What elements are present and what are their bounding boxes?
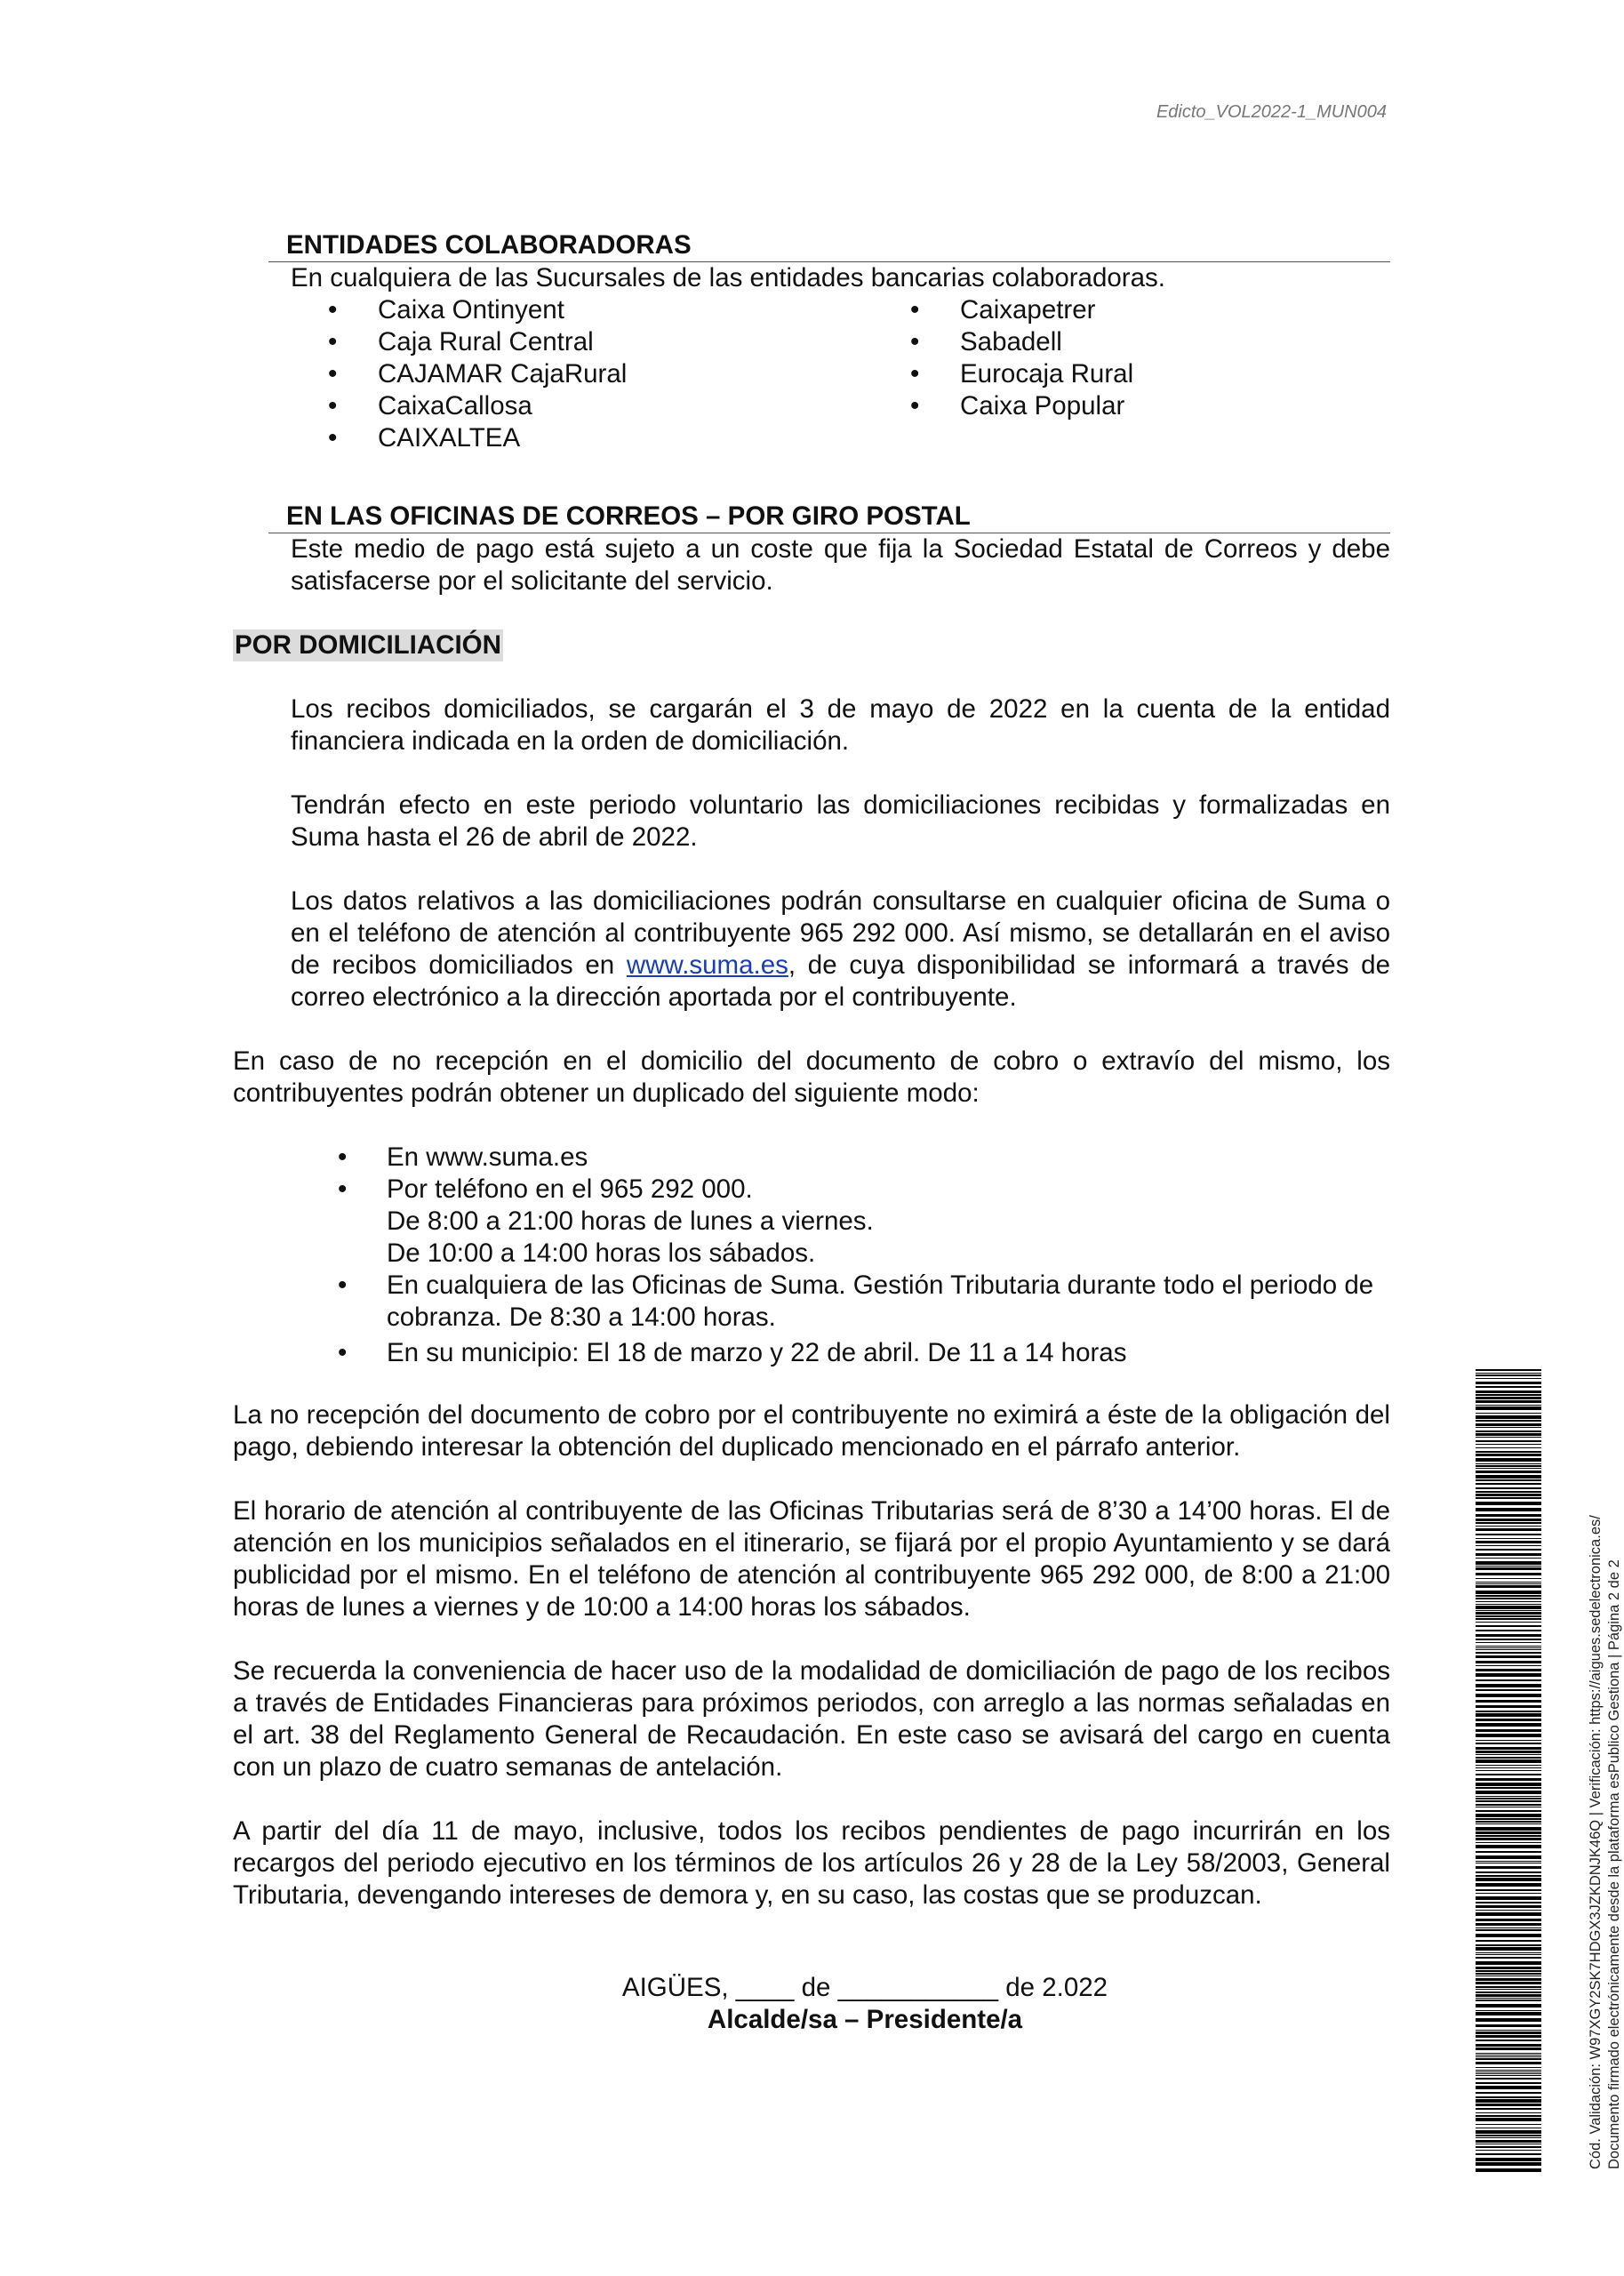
barcode-bar [1476,1705,1541,1708]
barcode-bar [1476,1475,1541,1479]
barcode-bar [1476,1405,1541,1406]
barcode-bar [1476,1778,1541,1781]
barcode-bar [1476,1787,1541,1789]
barcode-bar [1476,1374,1541,1376]
barcode-bar [1476,2124,1541,2125]
barcode-bar [1476,1791,1541,1794]
barcode-bar [1476,1845,1541,1848]
barcode-bar [1476,1528,1541,1531]
barcode-bar [1476,1585,1541,1588]
barcode-bar [1476,2004,1541,2008]
barcode-bar [1476,1831,1541,1834]
barcode-bar [1476,1373,1541,1374]
barcode-bar [1476,1545,1541,1546]
barcode-bar [1476,1369,1541,1371]
barcode-bar [1476,1553,1541,1556]
barcode-bar [1476,1610,1541,1611]
text: De 10:00 a 14:00 horas los sábados. [387,1238,816,1268]
barcode-bar [1476,1561,1541,1565]
list-item: • Caixa Popular [873,390,1133,422]
barcode-bar [1476,1618,1541,1620]
validation-line: Cód. Validación: W97XGY2SK7HDGX3JZKDNJK46Q | Verificación: https://aigues.sedelectronica.es/ [1588,1515,1604,2169]
barcode-bar [1476,1661,1541,1663]
barcode-bar [1476,2115,1541,2117]
barcode-bar [1476,1700,1541,1703]
barcode-bar [1476,2032,1541,2034]
signature-platform-line: Documento firmado electrónicamente desde la plataforma esPublico Gestiona | Página 2 de 2 [1606,1559,1622,2169]
list-item: • CAIXALTEA [291,422,873,454]
barcode-bar [1476,1578,1541,1579]
barcode-bar [1476,2012,1541,2016]
barcode-bar [1476,2150,1541,2151]
barcode-bar [1476,1823,1541,1824]
barcode-bar [1476,1420,1541,1422]
barcode-bar [1476,1765,1541,1766]
document-code: Edicto_VOL2022-1_MUN004 [1156,102,1387,122]
barcode-bar [1476,1382,1541,1384]
barcode-bar [1476,1944,1541,1946]
barcode-bar [1476,1468,1541,1469]
barcode-bar [1476,1386,1541,1388]
barcode-bar [1476,1497,1541,1499]
barcode-bar [1476,1796,1541,1797]
domiciliacion-p3 [291,886,1390,1014]
barcode-bar [1476,1673,1541,1677]
barcode-bar [1476,1684,1541,1687]
signature-place-date: AIGÜES, ____ de ___________ de 2.022 [621,1973,1108,2002]
barcode-bar [1476,1601,1541,1602]
barcode-bar [1476,1734,1541,1737]
barcode-bar [1476,2000,1541,2001]
text: • Por teléfono en el 965 292 000. [387,1174,753,1204]
list-item: • CaixaCallosa [291,390,873,422]
barcode-bar [1476,1992,1541,1993]
barcode-bar [1476,2040,1541,2041]
document-body [233,229,1390,2036]
barcode-bar [1476,1427,1541,1428]
correos-text: Este medio de pago está sujeto a un coste que fija la Sociedad Estatal de Correos y debe satisfacerse por el solicitante del servicio. [291,534,1390,596]
barcode-bar [1476,1479,1541,1481]
bank-list-right [873,294,1133,454]
barcode-bar [1476,1970,1541,1972]
barcode-bar [1476,1770,1541,1771]
barcode-bar [1476,1423,1541,1426]
barcode-bar [1476,1978,1541,1981]
barcode-bar [1476,1866,1541,1869]
barcode-bar [1476,1471,1541,1473]
text: , de cuya disponibilidad se informará a través de correo electrónico a la dirección aportada por el contribuyente. [291,950,1390,1012]
barcode-bar [1476,2168,1541,2172]
barcode-bar [1476,1818,1541,1820]
barcode-bar [1476,1652,1541,1654]
barcode-bar [1476,1713,1541,1717]
barcode-bar [1476,1896,1541,1900]
barcode-bar [1476,2075,1541,2076]
bank-list [291,294,1390,454]
text: Los datos relativos a las domiciliaciones podrán consultarse en cualquier oficina de Suma o en el teléfono de atención al contribuyente 965 292 000. Así mismo, se detallarán en el aviso de recibos domiciliados en [291,886,1390,980]
barcode-bar [1476,1947,1541,1951]
horario-paragraph: El horario de atención al contribuyente de las Oficinas Tributarias será de 8’30 a 14’00 horas. El de atención en los municipios señalados en el itinerario, se fijará por el propio Ayuntamiento y se dará publicidad por el mismo. En el teléfono de atención al contribuyente 965 292 000, de 8:00 a 21:00 horas de lunes a viernes y de 10:00 a 14:00 horas los sábados. [233,1496,1390,1622]
barcode-bar [1476,1415,1541,1419]
barcode-bar [1476,2024,1541,2027]
bank-list-left [291,294,873,454]
barcode-bar [1476,1567,1541,1570]
barcode-bar [1476,1431,1541,1432]
barcode-bar [1476,1573,1541,1575]
barcode-bar [1476,1967,1541,1969]
barcode-bar [1476,1919,1541,1921]
barcode-bar [1476,1743,1541,1744]
list-item: • Caja Rural Central [291,326,873,358]
list-item: • En cualquiera de las Oficinas de Suma. Gestión Tributaria durante todo el periodo de cobranza. De 8:30 a 14:00 horas. [233,1270,1390,1334]
barcode-bar [1476,1397,1541,1399]
text: De 8:00 a 21:00 horas de lunes a viernes. [387,1206,874,1236]
barcode-bar [1476,2162,1541,2166]
barcode-bar [1476,1649,1541,1650]
barcode-bar [1476,1604,1541,1605]
barcode-bar [1476,1519,1541,1521]
barcode-bar [1476,1413,1541,1414]
barcode-bar [1476,1646,1541,1647]
duplicado-intro: En caso de no recepción en el domicilio del documento de cobro o extravío del mismo, los contribuyentes podrán obtener un duplicado del siguiente modo: [233,1046,1390,1108]
barcode-bar [1476,1541,1541,1543]
barcode-bar [1476,1961,1541,1965]
barcode-bar [1476,1810,1541,1812]
entidades-title: ENTIDADES COLABORADORAS [286,230,692,260]
barcode-bar [1476,1458,1541,1462]
barcode-bar [1476,1883,1541,1887]
list-item [233,1174,1390,1270]
barcode-bar [1476,2053,1541,2054]
barcode-bar [1476,2099,1541,2103]
barcode-bar [1476,2086,1541,2089]
barcode-bar [1476,1394,1541,1396]
barcode-bar [1476,1855,1541,1859]
barcode-bar [1476,1723,1541,1727]
barcode-bar [1476,1558,1541,1559]
barcode-bar [1476,1729,1541,1732]
barcode-bar [1476,1774,1541,1775]
barcode-bar [1476,1454,1541,1456]
no-recepcion-paragraph: La no recepción del documento de cobro por el contribuyente no eximirá a éste de la obligación del pago, debiendo interesar la obtención del duplicado mencionado en el párrafo anterior. [233,1400,1390,1462]
barcode-bar [1476,1378,1541,1379]
barcode-bar [1476,1851,1541,1853]
barcode-bar [1476,1526,1541,1527]
barcode-bar [1476,1390,1541,1393]
barcode-bar [1476,1957,1541,1959]
barcode-bar [1476,1591,1541,1594]
barcode-bar [1476,2030,1541,2031]
barcode-bar [1476,2056,1541,2057]
barcode-bar [1476,1975,1541,1976]
barcode-bar [1476,1606,1541,1609]
barcode-bar [1476,1998,1541,1999]
conveniencia-paragraph: Se recuerda la conveniencia de hacer uso de la modalidad de domiciliación de pago de los recibos a través de Entidades Financieras para próximos periodos, con arreglo a las normas señaladas en el art. 38 del Reglamento General de Recaudación. En este caso se avisará del cargo en cuenta con un plazo de cuatro semanas de antelación. [233,1656,1390,1782]
barcode-bar [1476,1902,1541,1903]
barcode-bar [1476,1440,1541,1442]
barcode-bar [1476,1534,1541,1535]
barcode-bar [1476,2158,1541,2161]
barcode-bar [1476,1952,1541,1953]
barcode-bar [1476,1954,1541,1955]
barcode-bar [1476,1989,1541,1990]
barcode-bar [1476,1804,1541,1806]
list-item: • CAJAMAR CajaRural [291,358,873,390]
barcode-bar [1476,1483,1541,1485]
domiciliacion-p1: Los recibos domiciliados, se cargarán el 3 de mayo de 2022 en la cuenta de la entidad financiera indicada en la orden de domiciliación. [291,694,1390,756]
barcode-bar [1476,1982,1541,1984]
barcode-bar [1476,1994,1541,1997]
barcode-bar [1476,2137,1541,2138]
barcode-bar [1476,1447,1541,1448]
barcode-bar [1476,1639,1541,1640]
barcode-bar [1476,1875,1541,1877]
barcode-bar [1476,1583,1541,1584]
barcode-bar [1476,1747,1541,1750]
barcode-bar [1476,2104,1541,2106]
barcode-bar [1476,1757,1541,1759]
correos-title: EN LAS OFICINAS DE CORREOS – POR GIRO POSTAL [286,501,971,531]
barcode-bar [1476,1437,1541,1438]
barcode-bar [1476,1905,1541,1908]
barcode-bar [1476,1522,1541,1524]
barcode-bar [1476,1740,1541,1741]
barcode-bar [1476,1719,1541,1721]
suma-link[interactable]: www.suma.es [626,950,788,980]
barcode-bar [1476,2146,1541,2148]
barcode-bar [1476,1893,1541,1894]
barcode-bar [1476,1889,1541,1891]
barcode-bar [1476,1630,1541,1631]
barcode-bar [1476,1406,1541,1410]
barcode-bar [1476,1973,1541,1975]
barcode-bar [1476,1451,1541,1453]
barcode-bar [1476,2153,1541,2155]
barcode-bar [1476,1465,1541,1467]
barcode-bar [1476,1508,1541,1511]
barcode-bar [1476,1665,1541,1666]
barcode-bar [1476,2140,1541,2143]
barcode-bar [1476,2108,1541,2110]
barcode-bar [1476,1634,1541,1637]
barcode-bar [1476,1582,1541,1583]
barcode-bar [1476,1878,1541,1881]
barcode-bar [1476,1622,1541,1623]
entidades-intro: En cualquiera de las Sucursales de las entidades bancarias colaboradoras. [291,263,1165,293]
barcode-bar [1476,1491,1541,1493]
barcode-bar [1476,1923,1541,1926]
barcode-bar [1476,1487,1541,1489]
barcode-bar [1476,1927,1541,1928]
barcode-bar [1476,1625,1541,1627]
barcode-bar [1476,1444,1541,1445]
barcode-bar [1476,1711,1541,1712]
list-item: • En su municipio: El 18 de marzo y 22 de abril. De 11 a 14 horas [233,1337,1390,1369]
barcode-bar [1476,1642,1541,1643]
barcode-bar [1476,1827,1541,1831]
barcode-bar [1476,1814,1541,1817]
barcode-bar [1476,2118,1541,2121]
barcode-bar [1476,2130,1541,2134]
barcode-bar [1476,1754,1541,1755]
barcode-bar [1476,1861,1541,1862]
domiciliacion-p2: Tendrán efecto en este periodo voluntario las domiciliaciones recibidas y formalizadas en Suma hasta el 26 de abril de 2022. [291,790,1390,852]
barcode-bar [1476,1433,1541,1436]
barcode-bar [1476,1647,1541,1648]
barcode-bar [1476,1751,1541,1753]
duplicado-list [233,1142,1390,1369]
list-item: • Sabadell [873,326,1133,358]
barcode-bar [1476,2055,1541,2056]
barcode-bar [1476,2135,1541,2136]
barcode-bar [1476,1679,1541,1681]
barcode-bar [1476,2070,1541,2071]
barcode-bar [1476,1821,1541,1823]
barcode-bar [1476,1910,1541,1911]
barcode-bar [1476,1655,1541,1658]
list-item: • Caixapetrer [873,294,1133,326]
barcode-bar [1476,1689,1541,1691]
barcode-bar [1476,1783,1541,1786]
barcode-bar [1476,1549,1541,1551]
barcode-bar [1476,1838,1541,1840]
barcode-bar [1476,1598,1541,1599]
barcode-bar [1476,2010,1541,2011]
barcode-bar [1476,2048,1541,2050]
domiciliacion-title: POR DOMICILIACIÓN [235,630,501,660]
barcode-bar [1476,1934,1541,1937]
barcode-bar [1476,1669,1541,1671]
barcode-bar [1476,1940,1541,1942]
barcode-bar [1476,1800,1541,1802]
barcode-bar [1476,1986,1541,1988]
signature-role: Alcalde/sa – Presidente/a [707,2005,1023,2034]
barcode-bar [1476,1612,1541,1615]
barcode-bar [1476,1694,1541,1697]
barcode-bar [1476,1912,1541,1916]
barcode-bar [1476,1835,1541,1837]
barcode-bar [1476,2082,1541,2084]
recargos-paragraph: A partir del día 11 de mayo, inclusive, todos los recibos pendientes de pago incurrirán en los recargos del periodo ejecutivo en los términos de los artículos 26 y 28 de la Ley 58/2003, General Tributaria, devengando intereses de demora y, en su caso, las costas que se produzcan. [233,1816,1390,1910]
barcode-bar [1476,1502,1541,1505]
barcode-bar [1476,2067,1541,2068]
list-item: • En www.suma.es [233,1142,1390,1174]
barcode-bar [1476,1400,1541,1403]
barcode-bar [1476,1566,1541,1567]
barcode-bar [1476,2044,1541,2047]
barcode-bar [1476,1615,1541,1617]
barcode-bar [1476,1463,1541,1464]
list-item: • Eurocaja Rural [873,358,1133,390]
barcode-bar [1476,1538,1541,1539]
barcode-bar [1476,2018,1541,2022]
validation-text [1587,1369,1624,2169]
barcode-bar [1476,1494,1541,1496]
barcode-bar [1476,1595,1541,1597]
barcode-bar [1476,1871,1541,1873]
barcode-icon [1476,1369,1541,2169]
barcode-bar [1476,2058,1541,2060]
barcode-bar [1476,1767,1541,1768]
barcode-bar [1476,2062,1541,2064]
barcode-bar [1476,1929,1541,1931]
barcode-bar [1476,2035,1541,2038]
barcode-bar [1476,2096,1541,2098]
barcode-bar [1476,1798,1541,1799]
barcode-bar [1476,2092,1541,2094]
list-item: • Caixa Ontinyent [291,294,873,326]
barcode-bar [1476,2112,1541,2113]
barcode-bar [1476,1759,1541,1763]
barcode-bar [1476,2078,1541,2080]
barcode-bar [1476,1514,1541,1517]
barcode-bar [1476,1842,1541,1843]
barcode-bar [1476,2073,1541,2074]
